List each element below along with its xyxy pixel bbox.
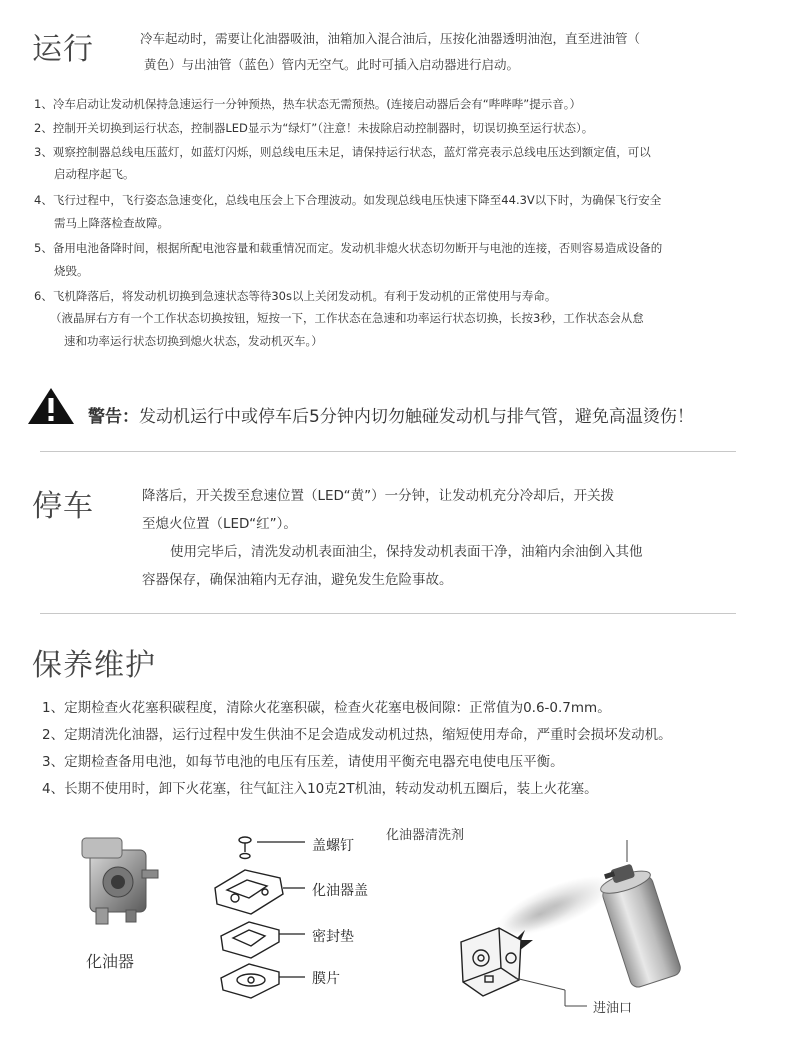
inlet-label: 进油口 — [593, 1001, 633, 1016]
run-step-4: 4、飞行过程中，飞行姿态急速变化，总线电压会上下合理波动。如发现总线电压快速下降至44.3V以下时，为确保飞行安全 — [34, 193, 662, 207]
cleaning-illustration — [455, 840, 700, 1010]
run-step-2: 2、控制开关切换到运行状态，控制器LED显示为“绿灯”（注意！未拔除启动控制器时，切误切换至运行状态）。 — [34, 121, 594, 135]
part-label-carburetor-cover: 化油器盖 — [312, 883, 368, 899]
stop-title: 停车 — [32, 489, 94, 524]
run-note-line2: 速和功率运行状态切换到熄火状态，发动机灭车。） — [64, 334, 323, 348]
stop-line1: 降落后，开关拨至怠速位置（LED“黄”）一分钟，让发动机充分冷却后，开关拨 — [142, 488, 615, 504]
maintenance-item-1: 1、定期检查火花塞积碳程度，清除火花塞积碳，检查火花塞电极间隙：正常值为0.6-0.7mm。 — [42, 700, 611, 716]
carburetor-caption: 化油器 — [86, 952, 135, 971]
run-step-5: 5、备用电池备降时间，根据所配电池容量和载重情况而定。发动机非熄火状态切勿断开与电池的连接，否则容易造成设备的 — [34, 241, 663, 255]
divider — [40, 451, 736, 452]
maintenance-item-4: 4、长期不使用时，卸下火花塞，往气缸注入10克2T机油，转动发动机五圈后，装上火花塞。 — [42, 781, 598, 797]
part-label-gasket: 密封垫 — [312, 929, 354, 945]
run-step-6: 6、飞机降落后，将发动机切换到急速状态等待30s以上关闭发动机。有利于发动机的正常使用与寿命。 — [34, 289, 557, 303]
run-step-3-cont: 启动程序起飞。 — [54, 167, 135, 181]
run-note-line1: （液晶屏右方有一个工作状态切换按钮，短按一下，工作状态在急速和功率运行状态切换，长按3秒，工作状态会从怠 — [50, 311, 644, 325]
cleaner-label: 化油器清洗剂 — [386, 828, 465, 843]
run-step-3: 3、观察控制器总线电压蓝灯，如蓝灯闪烁，则总线电压未足，请保持运行状态，蓝灯常亮表示总线电压达到额定值，可以 — [34, 145, 651, 159]
warning-triangle-icon — [26, 386, 76, 426]
maintenance-title: 保养维护 — [32, 648, 156, 683]
stop-body — [142, 482, 762, 594]
warning-text: 发动机运行中或停车后5分钟内切勿触碰发动机与排气管，避免高温烫伤！ — [139, 407, 694, 427]
part-label-cover-screw: 盖螺钉 — [312, 838, 354, 854]
run-intro-line1: 冷车起动时，需要让化油器吸油，油箱加入混合油后，压按化油器透明油泡，直至进油管（ — [140, 31, 641, 46]
warning-label: 警告： — [88, 407, 139, 427]
carburetor-image — [72, 830, 164, 930]
run-step-4-cont: 需马上降落检查故障。 — [54, 216, 169, 230]
maintenance-item-2: 2、定期清洗化油器，运行过程中发生供油不足会造成发动机过热，缩短使用寿命，严重时会损坏发动机。 — [42, 727, 672, 743]
stop-line3: 使用完毕后，清洗发动机表面油尘，保持发动机表面干净，油箱内余油倒入其他 — [170, 544, 643, 560]
run-intro-line2: 黄色）与出油管（蓝色）管内无空气。此时可插入启动器进行启动。 — [144, 57, 520, 72]
stop-line2: 至熄火位置（LED“红”）。 — [142, 516, 297, 532]
divider — [40, 613, 736, 614]
stop-line4: 容器保存，确保油箱内无存油，避免发生危险事故。 — [142, 572, 453, 588]
maintenance-item-3: 3、定期检查备用电池，如每节电池的电压有压差，请使用平衡充电器充电使电压平衡。 — [42, 754, 564, 770]
run-steps-list — [34, 96, 774, 356]
warning-message — [88, 402, 694, 427]
run-step-1: 1、冷车启动让发动机保持急速运行一分钟预热，热车状态无需预热。(连接启动器后会有“哔哔哔”提示音。） — [34, 97, 581, 111]
exploded-parts-diagram — [205, 830, 310, 1000]
run-step-5-cont: 烧毁。 — [54, 264, 89, 278]
maintenance-list — [42, 696, 782, 806]
run-intro — [140, 26, 760, 78]
run-title: 运行 — [32, 32, 94, 67]
part-label-diaphragm: 膜片 — [312, 971, 340, 987]
